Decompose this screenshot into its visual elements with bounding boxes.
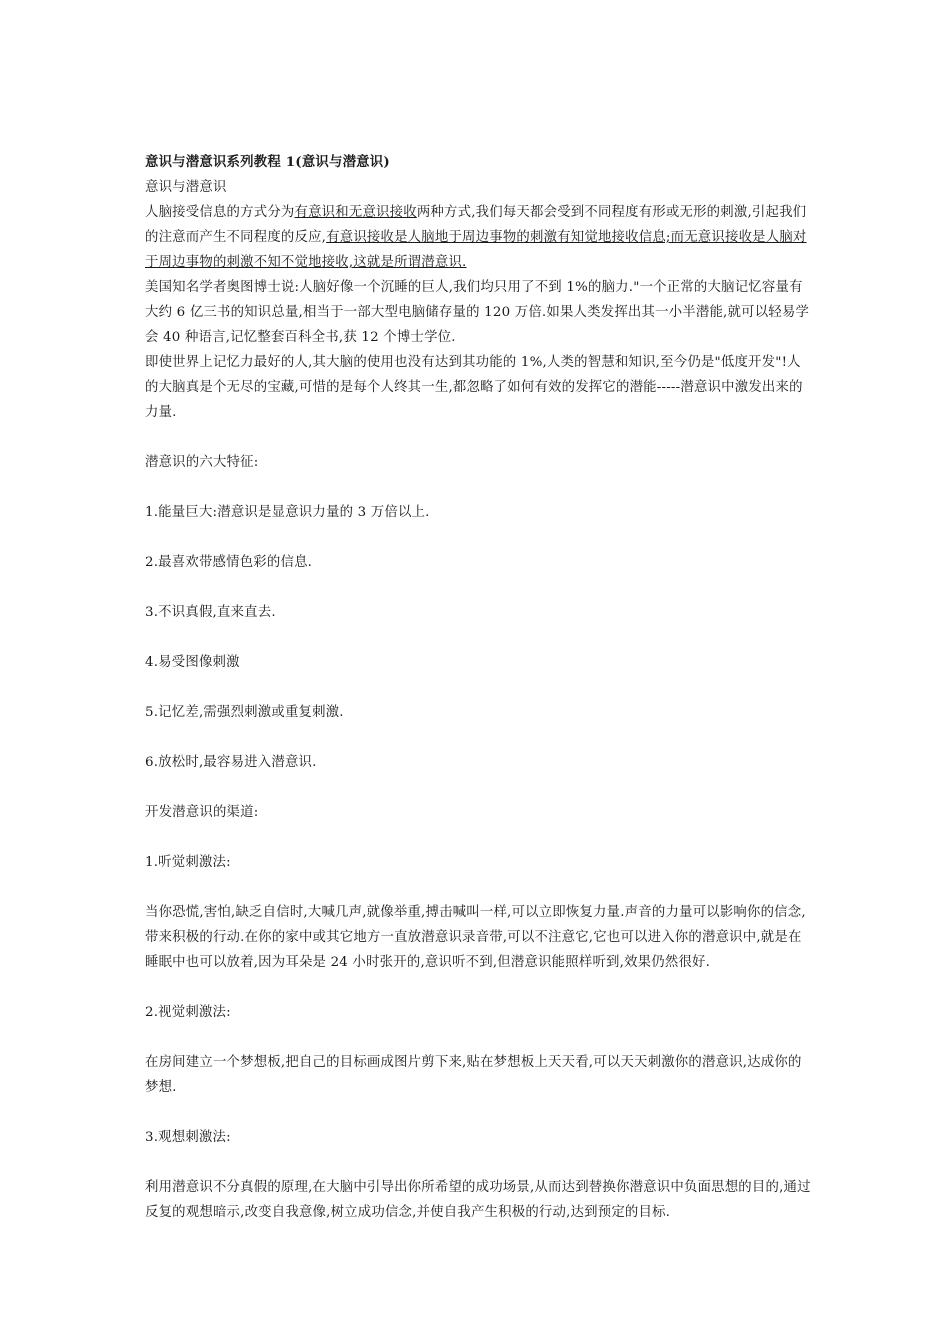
intro-underlined-b: 有意识和无意识接收	[294, 205, 417, 220]
channel-heading: 1.听觉刺激法:	[145, 855, 231, 870]
feature-item: 3.不识真假,直来直去.	[145, 605, 276, 620]
intro-text-c: 两种方式,我们每天都会受到不同程度有形或无形的刺激,引起我们的注意而产生不同程度的反应,	[145, 205, 807, 245]
features-heading: 潜意识的六大特征:	[145, 455, 259, 470]
feature-item: 2.最喜欢带感情色彩的信息.	[145, 555, 313, 570]
section-subtitle: 意识与潜意识	[145, 180, 227, 195]
channel-body: 当你恐慌,害怕,缺乏自信时,大喊几声,就像举重,搏击喊叫一样,可以立即恢复力量.声音的力量可以影响你的信念,带来积极的行动.在你的家中或其它地方一直放潜意识录音带,可以不注意它,它也可以进入你的潜意识中,就是在睡眠中也可以放着,因为耳朵是 24 小时张开的,意识听不到,但潜意识能照样听到,效果仍然很好.	[145, 905, 806, 970]
channel-body: 在房间建立一个梦想板,把自己的目标画成图片剪下来,贴在梦想板上天天看,可以天天刺激你的潜意识,达成你的梦想.	[145, 1055, 802, 1095]
channels-heading: 开发潜意识的渠道:	[145, 805, 259, 820]
document-title: 意识与潜意识系列教程 1(意识与潜意识)	[145, 154, 390, 170]
channel-body: 利用潜意识不分真假的原理,在大脑中引导出你所希望的成功场景,从而达到替换你潜意识中负面思想的目的,通过反复的观想暗示,改变自我意像,树立成功信念,并使自我产生积极的行动,达到预定的目标.	[145, 1180, 811, 1220]
feature-item: 4.易受图像刺激	[145, 655, 240, 670]
channel-heading: 2.视觉刺激法:	[145, 1005, 231, 1020]
paragraph-otto: 美国知名学者奥图博士说:人脑好像一个沉睡的巨人,我们均只用了不到 1%的脑力."一个正常的大脑记忆容量有大约 6 亿三书的知识总量,相当于一部大型电脑储存量的 120 万倍.如果人类发挥出其一小半潜能,就可以轻易学会 40 种语言,记忆整套百科全书,获 12 个博士学位.	[145, 280, 810, 345]
intro-underlined-d: 有意识接收是人脑地于周边事物的刺激有知觉地接收信息;而无意识接收是人脑对于周边事物的刺激不知不觉地接收,这就是所谓潜意识.	[145, 230, 807, 270]
channel-heading: 3.观想刺激法:	[145, 1130, 231, 1145]
feature-item: 1.能量巨大:潜意识是显意识力量的 3 万倍以上.	[145, 505, 430, 520]
paragraph-memory: 即使世界上记忆力最好的人,其大脑的使用也没有达到其功能的 1%,人类的智慧和知识,至今仍是"低度开发"!人的大脑真是个无尽的宝藏,可惜的是每个人终其一生,都忽略了如何有效的发挥它的潜能-----潜意识中激发出来的力量.	[145, 355, 803, 420]
document-page	[145, 150, 813, 1225]
feature-item: 5.记忆差,需强烈刺激或重复刺激.	[145, 705, 344, 720]
intro-text-a: 人脑接受信息的方式分为	[145, 205, 295, 220]
feature-item: 6.放松时,最容易进入潜意识.	[145, 755, 317, 770]
paragraph-intro	[145, 200, 813, 275]
